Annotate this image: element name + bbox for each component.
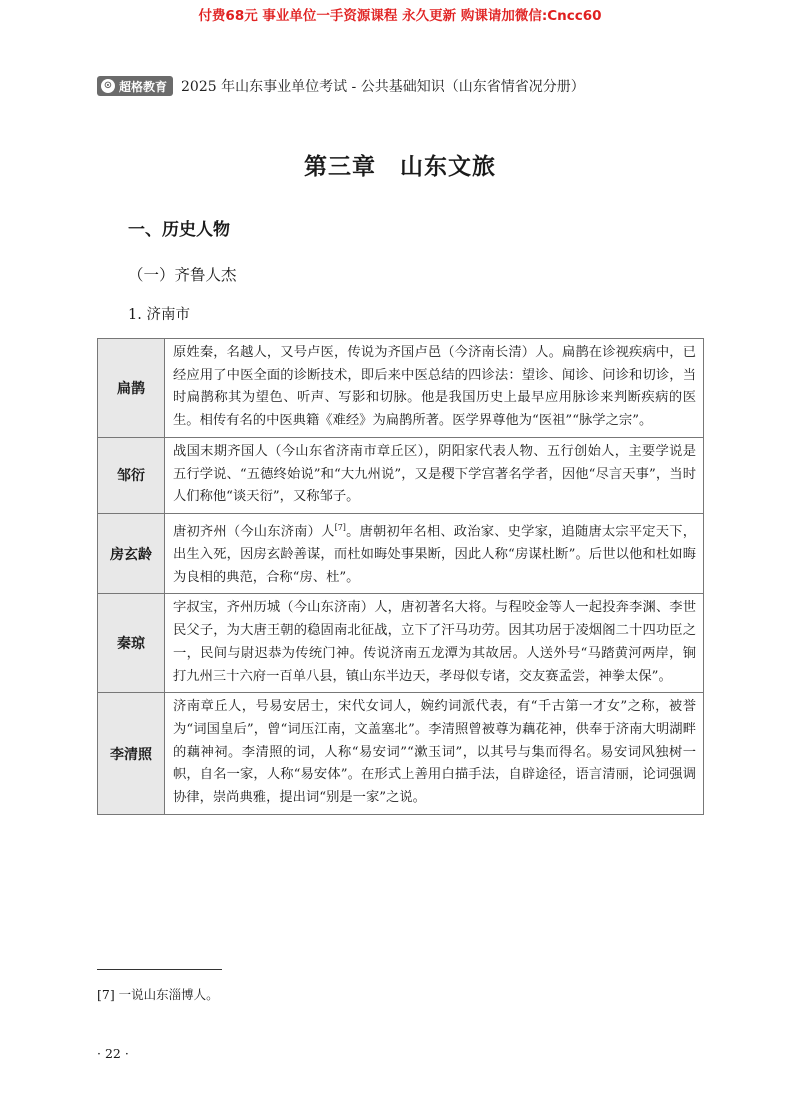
page-header <box>97 76 585 96</box>
footnote: [7] 一说山东淄博人。 <box>97 987 219 1002</box>
logo-text: 超格教育 <box>119 79 168 94</box>
person-description: 字叔宝，齐州历城（今山东济南）人，唐初著名大将。与程咬金等人一起投奔李渊、李世民父子，为大唐王朝的稳固南北征战，立下了汗马功劳。因其功居于凌烟阁二十四功臣之一，民间与尉迟恭为传统门神。传说济南五龙潭为其故居。人送外号“马踏黄河两岸，锏打九州三十六府一百单八县，镇山东半边天，孝母似专诸，交友赛孟尝，神拳太保”。 <box>165 594 704 693</box>
table-row <box>98 594 704 693</box>
figures-table <box>97 338 704 815</box>
logo-mark-icon: ⊙ <box>101 79 115 93</box>
footnote-divider <box>97 969 222 970</box>
description-text: 。唐朝初年名相、政治家、史学家，追随唐太宗平定天下，出生入死，因房玄龄善谋，而杜如晦处事果断，因此人称“房谋杜断”。后世以他和杜如晦为良相的典范，合称“房、杜”。 <box>173 524 697 585</box>
person-name: 秦琼 <box>98 594 165 693</box>
table-row <box>98 339 704 438</box>
table-row <box>98 693 704 815</box>
person-description: 济南章丘人，号易安居士，宋代女词人，婉约词派代表，有“千古第一才女”之称，被誉为“词国皇后”，曾“词压江南，文盖塞北”。李清照曾被尊为藕花神，供奉于济南大明湖畔的藕神祠。李清照的词，人称“易安词”“漱玉词”，以其号与集而得名。易安词风独树一帜，自名一家，人称“易安体”。在形式上善用白描手法，自辟途径，语言清丽，论词强调协律，崇尚典雅，提出词“别是一家”之说。 <box>165 693 704 815</box>
footnote-ref[interactable]: [7] <box>334 522 346 532</box>
description-text: 唐初齐州（今山东济南）人 <box>173 524 335 540</box>
table-row <box>98 513 704 594</box>
person-description: 原姓秦，名越人，又号卢医，传说为齐国卢邑（今济南长清）人。扁鹊在诊视疾病中，已经应用了中医全面的诊断技术，即后来中医总结的四诊法：望诊、闻诊、问诊和切诊，当时扁鹊称其为望色、听声、写影和切脉。他是我国历史上最早应用脉诊来判断疾病的医生。相传有名的中医典籍《难经》为扁鹊所著。医学界尊他为“医祖”“脉学之宗”。 <box>165 339 704 438</box>
promo-banner: 付费68元 事业单位一手资源课程 永久更新 购课请加微信:Cncc60 <box>198 8 602 24</box>
section-title: 一、历史人物 <box>128 220 230 240</box>
person-description <box>165 513 704 594</box>
chapter-title: 第三章 山东文旅 <box>304 153 496 180</box>
subsubsection-title: 1. 济南市 <box>128 307 190 323</box>
person-name: 邹衍 <box>98 437 165 513</box>
table-row <box>98 437 704 513</box>
person-description: 战国末期齐国人（今山东省济南市章丘区），阴阳家代表人物、五行创始人，主要学说是五行学说、“五德终始说”和“大九州说”，又是稷下学宫著名学者，因他“尽言天事”，当时人们称他“谈天衍”，又称邹子。 <box>165 437 704 513</box>
person-name: 房玄龄 <box>98 513 165 594</box>
person-name: 扁鹊 <box>98 339 165 438</box>
person-name: 李清照 <box>98 693 165 815</box>
header-title: 2025 年山东事业单位考试 - 公共基础知识（山东省情省况分册） <box>181 79 585 95</box>
brand-logo <box>97 76 173 96</box>
page-number: · 22 · <box>97 1046 129 1061</box>
subsection-title: （一）齐鲁人杰 <box>128 266 237 284</box>
